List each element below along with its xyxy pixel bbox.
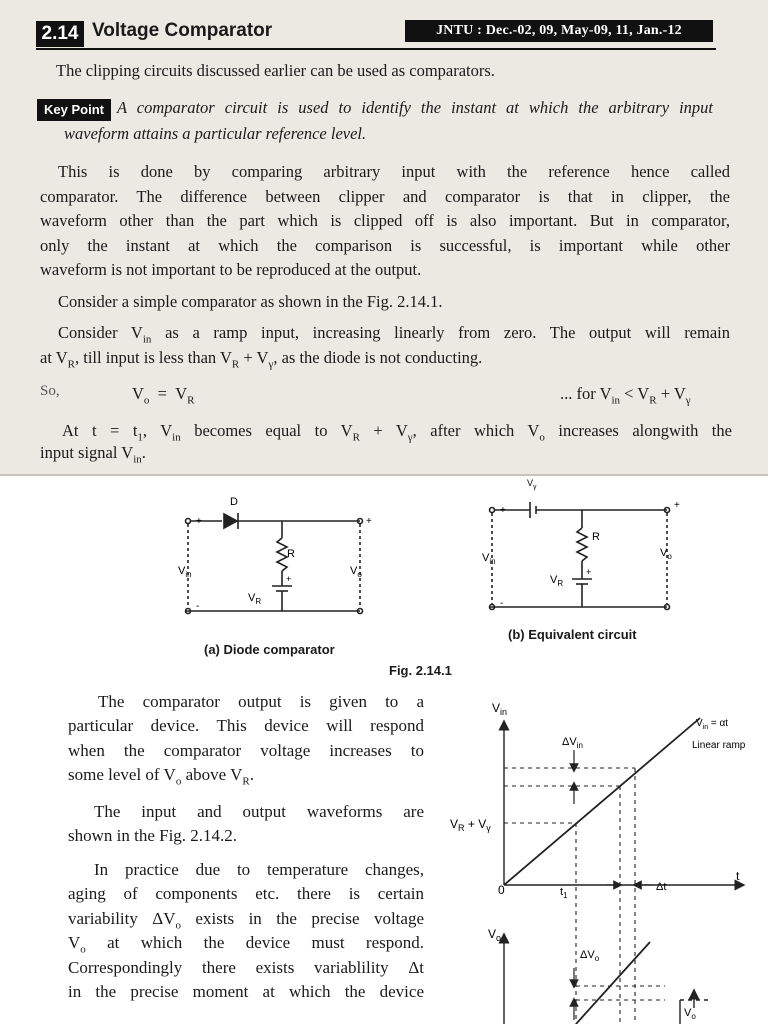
- subscript: in: [133, 453, 142, 466]
- subscript: o: [80, 943, 86, 956]
- origin-label: 0: [498, 883, 505, 897]
- text-run: input signal V: [40, 443, 134, 462]
- vr-label: [248, 592, 261, 606]
- text-run: variability ΔV: [68, 908, 176, 928]
- paragraph-line: This is done by comparing arbitrary input with the reference hence called: [58, 162, 730, 181]
- text-run: , till input is less than V: [75, 348, 232, 367]
- delta-vin-label: [562, 736, 583, 750]
- column-line: The comparator output is given to a: [98, 692, 424, 711]
- text-run: .: [249, 765, 254, 785]
- vr-label: [550, 574, 563, 588]
- column-waveforms-text: [68, 800, 424, 849]
- text-run: V: [68, 933, 81, 953]
- text-run: increases alongwith the: [544, 421, 732, 440]
- guide-lines: [504, 768, 665, 1024]
- delta-t-label: Δt: [656, 881, 667, 893]
- column-line: Correspondingly there exists variablility Δt: [68, 957, 424, 977]
- text-run: + V: [464, 817, 487, 831]
- column-line: The input and output waveforms are: [94, 802, 424, 821]
- vr-plus-vgamma-label: [450, 817, 491, 833]
- column-line: when the comparator voltage increases to: [68, 740, 424, 760]
- subscript: 1: [137, 431, 143, 444]
- text-run: ΔV: [580, 949, 595, 961]
- column-line: In practice due to temperature changes,: [94, 860, 424, 879]
- subscript: in: [185, 570, 192, 579]
- resistor-symbol: [577, 528, 587, 561]
- text-run: V: [696, 718, 703, 729]
- subscript: in: [489, 557, 496, 566]
- key-point-line-1: A comparator circuit is used to identify the instant at which the arbitrary input: [117, 98, 713, 117]
- ramp-line: [504, 718, 700, 885]
- plus-sign: +: [366, 516, 372, 527]
- output-waveform-axes: [504, 938, 708, 1024]
- column-line: in the precise moment at which the device: [68, 981, 424, 1001]
- delta-vo-label: [580, 949, 600, 963]
- column-line: shown in the Fig. 2.14.2.: [68, 826, 238, 846]
- text-run: = αt: [708, 718, 729, 729]
- subscript: in: [576, 741, 583, 750]
- terminal-node: [490, 508, 495, 513]
- subscript: R: [557, 579, 564, 588]
- subscript: o: [667, 552, 672, 561]
- subscript: o: [175, 775, 182, 788]
- text-run: =: [157, 384, 167, 403]
- text-run: + V: [656, 384, 686, 403]
- subscript: in: [142, 333, 152, 346]
- text-run: , V: [142, 421, 173, 440]
- text-run: ΔV: [562, 736, 577, 748]
- subscript: γ: [486, 823, 491, 833]
- text-run: V: [450, 817, 459, 831]
- minus-sign: -: [196, 601, 200, 612]
- text-run: , as the diode is not conducting.: [273, 348, 483, 367]
- subscript: o: [357, 570, 362, 579]
- text-run: Consider V: [58, 323, 143, 342]
- vin-axis-label: [492, 701, 507, 717]
- key-point-badge: Key Point: [37, 99, 111, 121]
- text-run: < V: [620, 384, 650, 403]
- text-run: At t = t: [62, 421, 138, 440]
- subscript: R: [67, 358, 75, 371]
- minus-sign: -: [500, 598, 504, 609]
- subscript: o: [691, 1012, 696, 1021]
- subscript: 1: [563, 891, 568, 900]
- subscript: R: [231, 358, 240, 371]
- subscript: R: [242, 775, 250, 788]
- text-run: at which the device must respond.: [85, 933, 424, 953]
- column-device-response-text: [68, 690, 424, 788]
- text-run: ... for V: [560, 384, 612, 403]
- text-run: exists in the precise voltage: [181, 908, 424, 928]
- paragraph-clipper-vs-comparator: [40, 160, 730, 283]
- plus-sign: +: [500, 505, 506, 516]
- caption-diode-comparator: (a) Diode comparator: [204, 642, 335, 657]
- text-run: V: [660, 547, 668, 559]
- resistor-label: R: [592, 531, 600, 543]
- paragraph-line: waveform other than the part which is clipped off is also important. But in comparator,: [40, 211, 730, 231]
- section-title: Voltage Comparator: [92, 20, 273, 41]
- paragraph-ramp-line-2: [40, 348, 482, 370]
- subscript: R: [649, 394, 657, 407]
- subscript: γ: [268, 358, 274, 371]
- subscript: γ: [533, 484, 537, 491]
- section-number-badge: 2.14: [36, 21, 84, 47]
- text-run: some level of V: [68, 765, 176, 785]
- subscript: o: [496, 933, 502, 943]
- text-run: at V: [40, 348, 68, 367]
- text-run: , after which V: [412, 421, 540, 440]
- text-run: V: [527, 478, 534, 488]
- key-point-line-2: waveform attains a particular reference level.: [64, 124, 367, 143]
- paragraph-line: only the instant at which the comparison is successful, is important while other: [40, 235, 730, 255]
- vin-label: [178, 565, 192, 579]
- subscript: R: [458, 823, 465, 833]
- column-line: [68, 763, 424, 787]
- paragraph-ramp-line-1: [58, 323, 730, 345]
- vgamma-label: [527, 478, 537, 491]
- paragraph-at-t1-line-1: [62, 421, 732, 443]
- text-run: V: [132, 384, 144, 403]
- text-run: t: [560, 886, 564, 898]
- subscript: γ: [407, 431, 413, 444]
- ramp-equation: [696, 718, 728, 731]
- resistor-label: R: [287, 548, 295, 560]
- equation-body: [132, 384, 195, 406]
- text-run: V: [550, 574, 558, 586]
- equivalent-circuit: [490, 502, 670, 610]
- vin-label: [482, 552, 496, 566]
- plus-sign: +: [286, 574, 292, 584]
- subscript: R: [255, 597, 262, 606]
- vo-label: [660, 547, 672, 561]
- intro-text: The clipping circuits discussed earlier can be used as comparators.: [56, 61, 495, 80]
- plus-sign: +: [674, 500, 680, 511]
- text-run: V: [684, 1007, 692, 1019]
- ramp-label: Linear ramp: [692, 740, 746, 751]
- text-run: V: [488, 927, 497, 941]
- terminal-node: [186, 519, 191, 524]
- subscript: in: [702, 724, 709, 731]
- subscript: γ: [685, 394, 691, 407]
- subscript: in: [172, 431, 181, 444]
- diode-label: D: [230, 496, 238, 508]
- vo-box-label: [684, 1007, 696, 1021]
- text-run: V: [482, 552, 490, 564]
- subscript: o: [143, 394, 150, 407]
- subscript: o: [175, 919, 181, 932]
- column-line: particular device. This device will respond: [68, 716, 424, 736]
- subscript: o: [539, 431, 545, 444]
- subscript: o: [594, 954, 600, 963]
- text-run: V: [175, 384, 188, 403]
- figure-2-14-1-circuits: [0, 476, 768, 676]
- diode-symbol: [224, 514, 237, 528]
- subscript: R: [187, 394, 195, 407]
- resistor-symbol: [277, 538, 287, 571]
- column-line: [68, 907, 424, 931]
- exam-reference-badge: JNTU : Dec.-02, 09, May-09, 11, Jan.-12: [405, 20, 713, 42]
- plus-sign: +: [196, 516, 202, 527]
- equation-so: So,: [40, 383, 60, 399]
- text-run: V: [350, 565, 358, 577]
- header-rule: [36, 48, 716, 50]
- subscript: R: [352, 431, 360, 444]
- diode-comparator-circuit: [186, 513, 363, 614]
- figure-2-14-2-waveforms: [440, 690, 768, 1024]
- paragraph-consider-fig: Consider a simple comparator as shown in the Fig. 2.14.1.: [58, 292, 443, 311]
- column-line: aging of components etc. there is certain: [68, 884, 424, 904]
- vo-axis-label: [488, 927, 501, 943]
- text-run: .: [141, 443, 146, 462]
- paragraph-at-t1-line-2: [40, 443, 146, 465]
- column-line: [68, 931, 424, 955]
- text-run: + V: [239, 348, 269, 367]
- text-run: V: [248, 592, 256, 604]
- caption-equivalent-circuit: (b) Equivalent circuit: [508, 627, 637, 642]
- text-run: V: [178, 565, 186, 577]
- text-run: becomes equal to V: [180, 421, 353, 440]
- t1-label: [560, 886, 568, 900]
- plus-sign: +: [586, 567, 592, 577]
- text-run: above V: [181, 765, 243, 785]
- equation-condition: [560, 384, 691, 406]
- subscript: in: [611, 394, 621, 407]
- subscript: in: [500, 707, 508, 717]
- paragraph-line: comparator. The difference between clipper and comparator is that in clipper, the: [40, 186, 730, 206]
- text-run: + V: [359, 421, 408, 440]
- text-run: as a ramp input, increasing linearly from zero. The output will remain: [151, 323, 731, 342]
- column-variability-text: [68, 858, 424, 1004]
- paragraph-line: waveform is not important to be reproduced at the output.: [40, 260, 422, 280]
- time-axis-label: t: [736, 869, 740, 883]
- text-run: V: [492, 701, 501, 715]
- figure-number: Fig. 2.14.1: [389, 663, 452, 678]
